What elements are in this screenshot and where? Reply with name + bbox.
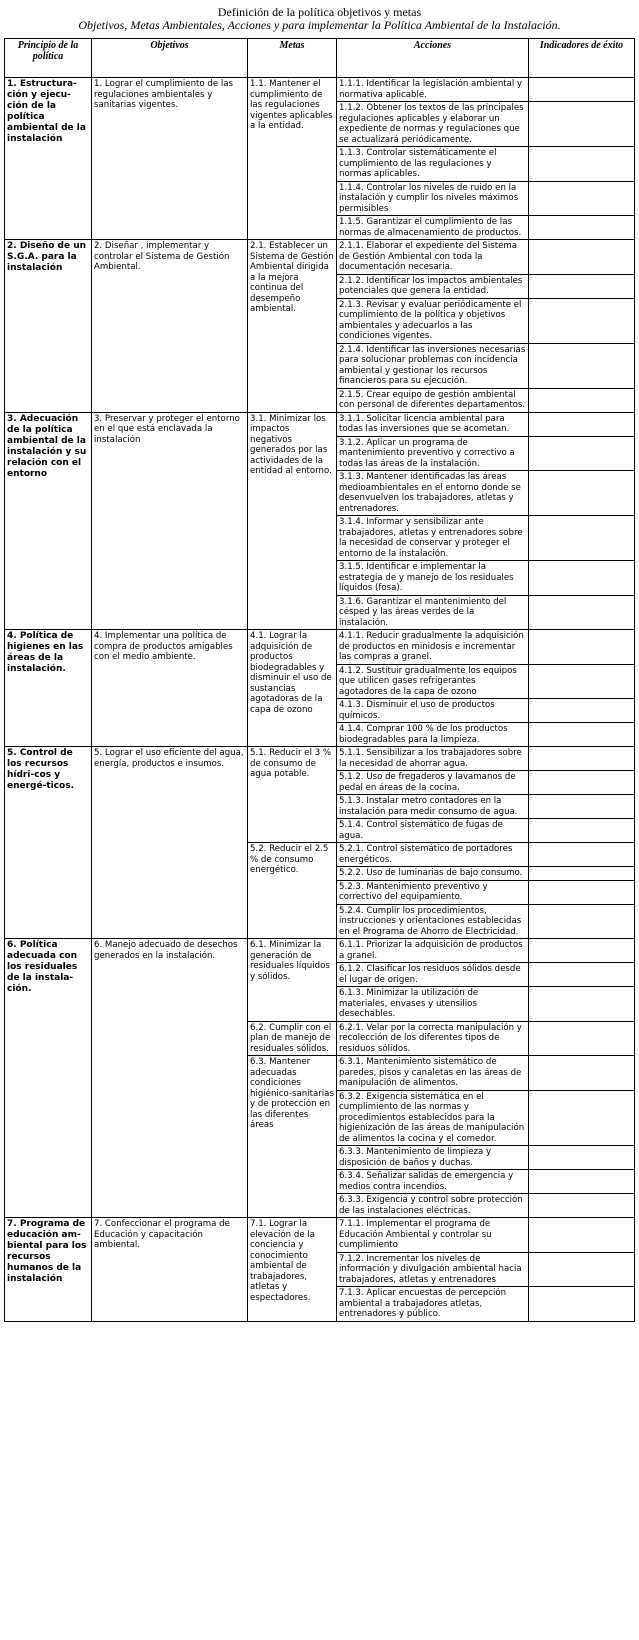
accion-cell: 5.1.2. Uso de fregaderos y lavamanos de pedal en áreas de la cocina. xyxy=(337,771,529,795)
accion-cell: 6.2.1. Velar por la correcta manipulación y recolección de los diferentes tipos de residuos sólidos. xyxy=(337,1021,529,1056)
accion-cell: 2.1.3. Revisar y evaluar periódicamente el cumplimiento de la política y objetivos ambientales y adecuarlos a las condiciones vigentes. xyxy=(337,298,529,343)
accion-cell: 1.1.5. Garantizar el cumplimiento de las normas de almacenamiento de productos. xyxy=(337,216,529,240)
accion-cell: 1.1.1. Identificar la legislación ambiental y normativa aplicable. xyxy=(337,78,529,102)
accion-cell: 7.1.1. Implementar el programa de Educación Ambiental y controlar su cumplimiento xyxy=(337,1218,529,1253)
principio-cell: 4. Política de higienes en las áreas de la instalación. xyxy=(5,630,92,747)
table-row xyxy=(5,630,635,665)
indicador-cell xyxy=(529,216,635,240)
accion-cell: 7.1.2. Incrementar los niveles de información y divulgación ambiental hacia trabajadores, atletas y entrenadores xyxy=(337,1252,529,1287)
indicador-cell xyxy=(529,747,635,771)
meta-cell: 7.1. Lograr la elevación de la conciencia y conocimiento ambiental de trabajadores, atletas y espectadores. xyxy=(248,1218,337,1322)
principio-cell: 5. Control de los recursos hídri-cos y energé-ticos. xyxy=(5,747,92,939)
indicador-cell xyxy=(529,880,635,904)
meta-cell: 5.2. Reducir el 2.5 % de consumo energético. xyxy=(248,843,337,939)
indicador-cell xyxy=(529,795,635,819)
indicador-cell xyxy=(529,102,635,147)
indicador-cell xyxy=(529,595,635,630)
indicador-cell xyxy=(529,1090,635,1146)
indicador-cell xyxy=(529,630,635,665)
indicador-cell xyxy=(529,939,635,963)
accion-cell: 4.1.1. Reducir gradualmente la adquisición de productos en minidosis e incrementar las compras a granel. xyxy=(337,630,529,665)
accion-cell: 3.1.1. Solicitar licencia ambiental para todas las inversiones que se acometan. xyxy=(337,412,529,436)
accion-cell: 4.1.2. Sustituir gradualmente los equipos que utilicen gases refrigerantes agotadores de la capa de ozono xyxy=(337,664,529,699)
indicador-cell xyxy=(529,274,635,298)
document-subtitle: Objetivos, Metas Ambientales, Acciones y para implementar la Política Ambiental de la Instalación. xyxy=(78,18,561,32)
table-row xyxy=(5,747,635,771)
table-row xyxy=(5,78,635,102)
objetivo-cell: 3. Preservar y proteger el entorno en el que está enclavada la instalación xyxy=(92,412,248,630)
accion-cell: 4.1.3. Disminuir el uso de productos químicos. xyxy=(337,699,529,723)
accion-cell: 1.1.3. Controlar sistemáticamente el cumplimiento de las regulaciones y normas aplicables. xyxy=(337,147,529,182)
indicador-cell xyxy=(529,699,635,723)
accion-cell: 1.1.2. Obtener los textos de las principales regulaciones aplicables y elaborar un expediente de normas y regulaciones que se actualizará periódicamente. xyxy=(337,102,529,147)
accion-cell: 5.2.4. Cumplir los procedimientos, instrucciones y orientaciones establecidas en el Programa de Ahorro de Electricidad. xyxy=(337,904,529,939)
principio-cell: 1. Estructura-ción y ejecu-ción de la política ambiental de la instalación xyxy=(5,78,92,240)
table-header-row xyxy=(5,39,635,78)
indicador-cell xyxy=(529,388,635,412)
accion-cell: 6.1.3. Minimizar la utilización de materiales, envases y utensilios desechables. xyxy=(337,987,529,1022)
accion-cell: 5.1.1. Sensibilizar a los trabajadores sobre la necesidad de ahorrar agua. xyxy=(337,747,529,771)
header-acciones: Acciones xyxy=(337,39,529,78)
objetivo-cell: 5. Lograr el uso eficiente del agua, energía, productos e insumos. xyxy=(92,747,248,939)
header-principio: Principio de la política xyxy=(5,39,92,78)
policy-table xyxy=(4,38,635,1322)
meta-cell: 3.1. Minimizar los impactos negativos generados por las actividades de la entidad al entorno. xyxy=(248,412,337,630)
indicador-cell xyxy=(529,1218,635,1253)
indicador-cell xyxy=(529,723,635,747)
meta-cell: 1.1. Mantener el cumplimiento de las regulaciones vigentes aplicables a la entidad. xyxy=(248,78,337,240)
indicador-cell xyxy=(529,1021,635,1056)
accion-cell: 3.1.3. Mantener identificadas las áreas medioambientales en el entorno donde se desenvuelven los trabajadores, atletas y entrenadores. xyxy=(337,471,529,516)
indicador-cell xyxy=(529,963,635,987)
accion-cell: 7.1.3. Aplicar encuestas de percepción ambiental a trabajadores atletas, entrenadores y público. xyxy=(337,1287,529,1322)
principio-cell: 2. Diseño de un S.G.A. para la instalación xyxy=(5,240,92,413)
accion-cell: 6.3.2. Exigencia sistemática en el cumplimiento de las normas y procedimientos establecidos para la higienización de las áreas de manipulación de alimentos la cocina y el comedor. xyxy=(337,1090,529,1146)
accion-cell: 6.3.3. Mantenimiento de limpieza y disposición de baños y duchas. xyxy=(337,1146,529,1170)
objetivo-cell: 1. Lograr el cumplimiento de las regulaciones ambientales y sanitarias vigentes. xyxy=(92,78,248,240)
table-row xyxy=(5,240,635,275)
principio-cell: 3. Adecuación de la política ambiental de la instalación y su relación con el entorno xyxy=(5,412,92,630)
accion-cell: 3.1.2. Aplicar un programa de mantenimiento preventivo y correctivo a todas las áreas de la instalación. xyxy=(337,436,529,471)
principio-cell: 7. Programa de educación am-biental para los recursos humanos de la instalación xyxy=(5,1218,92,1322)
accion-cell: 6.1.1. Priorizar la adquisición de productos a granel. xyxy=(337,939,529,963)
objetivo-cell: 6. Manejo adecuado de desechos generados en la instalación. xyxy=(92,939,248,1218)
meta-cell: 6.2. Cumplir con el plan de manejo de residuales sólidos. xyxy=(248,1021,337,1056)
accion-cell: 6.1.2. Clasificar los residuos sólidos desde el lugar de origen. xyxy=(337,963,529,987)
indicador-cell xyxy=(529,1252,635,1287)
indicador-cell xyxy=(529,298,635,343)
indicador-cell xyxy=(529,1194,635,1218)
indicador-cell xyxy=(529,181,635,216)
document-title: Definición de la política objetivos y metas xyxy=(217,5,422,19)
meta-cell: 6.1. Minimizar la generación de residuales líquidos y sólidos. xyxy=(248,939,337,1022)
accion-cell: 5.1.4. Control sistemático de fugas de agua. xyxy=(337,819,529,843)
meta-cell: 2.1. Establecer un Sistema de Gestión Ambiental dirigida a la mejora continua del desempeño ambiental. xyxy=(248,240,337,413)
accion-cell: 3.1.5. Identificar e implementar la estrategia de y manejo de los residuales líquidos (fosa). xyxy=(337,561,529,596)
accion-cell: 6.3.3. Exigencia y control sobre protección de las instalaciones eléctricas. xyxy=(337,1194,529,1218)
meta-cell: 4.1. Lograr la adquisición de productos biodegradables y disminuir el uso de sustancias agotadoras de la capa de ozono xyxy=(248,630,337,747)
indicador-cell xyxy=(529,240,635,275)
indicador-cell xyxy=(529,561,635,596)
table-row xyxy=(5,1218,635,1253)
indicador-cell xyxy=(529,664,635,699)
indicador-cell xyxy=(529,1287,635,1322)
objetivo-cell: 7. Confeccionar el programa de Educación y capacitación ambiental. xyxy=(92,1218,248,1322)
indicador-cell xyxy=(529,904,635,939)
indicador-cell xyxy=(529,843,635,867)
indicador-cell xyxy=(529,78,635,102)
meta-cell: 5.1. Reducir el 3 % de consumo de agua potable. xyxy=(248,747,337,843)
accion-cell: 5.1.3. Instalar metro contadores en la instalación para medir consumo de agua. xyxy=(337,795,529,819)
indicador-cell xyxy=(529,471,635,516)
accion-cell: 5.2.2. Uso de luminarias de bajo consumo. xyxy=(337,867,529,881)
header-metas: Metas xyxy=(248,39,337,78)
accion-cell: 3.1.6. Garantizar el mantenimiento del césped y las áreas verdes de la instalación. xyxy=(337,595,529,630)
accion-cell: 1.1.4. Controlar los niveles de ruido en la instalación y cumplir los niveles máximos permisibles xyxy=(337,181,529,216)
accion-cell: 2.1.4. Identificar las inversiones necesarias para solucionar problemas con incidencia ambiental y gestionar los recursos financieros para su ejecución. xyxy=(337,343,529,388)
indicador-cell xyxy=(529,1146,635,1170)
header-objetivos: Objetivos xyxy=(92,39,248,78)
indicador-cell xyxy=(529,436,635,471)
objetivo-cell: 2. Diseñar , implementar y controlar el Sistema de Gestión Ambiental. xyxy=(92,240,248,413)
table-row xyxy=(5,412,635,436)
accion-cell: 2.1.2. Identificar los impactos ambientales potenciales que genera la entidad. xyxy=(337,274,529,298)
objetivo-cell: 4. Implementar una política de compra de productos amigables con el medio ambiente. xyxy=(92,630,248,747)
indicador-cell xyxy=(529,1170,635,1194)
accion-cell: 5.2.3. Mantenimiento preventivo y correctivo del equipamiento. xyxy=(337,880,529,904)
indicador-cell xyxy=(529,343,635,388)
accion-cell: 3.1.4. Informar y sensibilizar ante trabajadores, atletas y entrenadores sobre la necesidad de conservar y proteger el entorno de la instalación. xyxy=(337,516,529,561)
indicador-cell xyxy=(529,412,635,436)
indicador-cell xyxy=(529,516,635,561)
indicador-cell xyxy=(529,1056,635,1091)
indicador-cell xyxy=(529,867,635,881)
accion-cell: 4.1.4. Comprar 100 % de los productos biodegradables para la limpieza. xyxy=(337,723,529,747)
indicador-cell xyxy=(529,987,635,1022)
principio-cell: 6. Política adecuada con los residuales de la instala-ción. xyxy=(5,939,92,1218)
accion-cell: 2.1.1. Elaborar el expediente del Sistema de Gestión Ambiental con toda la documentación necesaria. xyxy=(337,240,529,275)
meta-cell: 6.3. Mantener adecuadas condiciones higiénico-sanitarias y de protección en las diferentes áreas xyxy=(248,1056,337,1218)
accion-cell: 2.1.5. Crear equipo de gestión ambiental con personal de diferentes departamentos. xyxy=(337,388,529,412)
table-body xyxy=(5,78,635,1322)
header-indicadores: Indicadores de éxito xyxy=(529,39,635,78)
indicador-cell xyxy=(529,819,635,843)
indicador-cell xyxy=(529,771,635,795)
table-row xyxy=(5,939,635,963)
accion-cell: 6.3.4. Señalizar salidas de emergencia y medios contra incendios. xyxy=(337,1170,529,1194)
indicador-cell xyxy=(529,147,635,182)
accion-cell: 6.3.1. Mantenimiento sistemático de paredes, pisos y canaletas en las áreas de manipulación de alimentos. xyxy=(337,1056,529,1091)
accion-cell: 5.2.1. Control sistemático de portadores energéticos. xyxy=(337,843,529,867)
